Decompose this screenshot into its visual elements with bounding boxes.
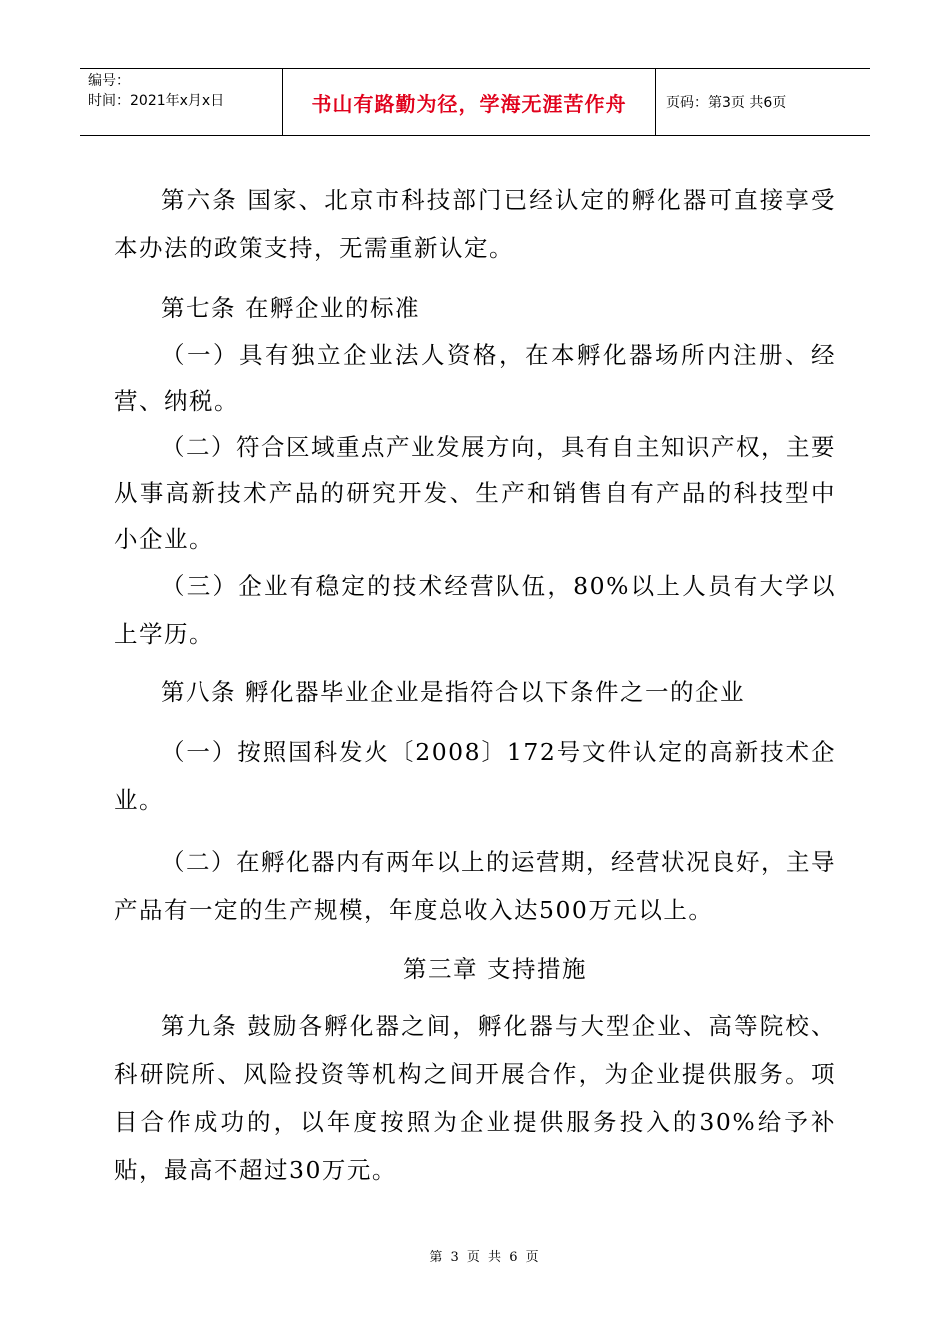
document-body (114, 176, 836, 1194)
article-7-item-1: （一）具有独立企业法人资格，在本孵化器场所内注册、经营、纳税。 (114, 341, 836, 415)
article-7-item-2: （二）符合区域重点产业发展方向，具有自主知识产权，主要从事高新技术产品的研究开发、生产和销售自有产品的科技型中小企业。 (114, 433, 836, 553)
header-motto: 书山有路勤为径，学海无涯苦作舟 (282, 69, 656, 135)
header-page-info: 页码：第3页 共6页 (666, 95, 787, 111)
chapter-heading: 第三章 支持措施 (403, 955, 587, 983)
document-time-label: 时间：2021年x月x日 (88, 93, 225, 109)
page-footer: 第 3 页 共 6 页 (429, 1250, 541, 1265)
article-8-item-2: （二）在孵化器内有两年以上的运营期，经营状况良好，主导产品有一定的生产规模，年度总收入达500万元以上。 (114, 848, 836, 924)
document-header (80, 68, 870, 136)
article-9: 第九条 鼓励各孵化器之间，孵化器与大型企业、高等院校、科研院所、风险投资等机构之间开展合作，为企业提供服务。项目合作成功的，以年度按照为企业提供服务投入的30%给予补贴，最高不超过30万元。 (114, 1012, 836, 1184)
header-meta (80, 69, 282, 135)
document-number-label: 编号： (88, 73, 130, 89)
article-8-title: 第八条 孵化器毕业企业是指符合以下条件之一的企业 (161, 678, 745, 706)
article-7-item-3: （三）企业有稳定的技术经营队伍，80%以上人员有大学以上学历。 (114, 572, 836, 648)
article-6: 第六条 国家、北京市科技部门已经认定的孵化器可直接享受本办法的政策支持，无需重新认定。 (114, 186, 836, 262)
article-7-title: 第七条 在孵企业的标准 (161, 294, 420, 322)
article-8-item-1: （一）按照国科发火〔2008〕172号文件认定的高新技术企业。 (114, 738, 836, 814)
